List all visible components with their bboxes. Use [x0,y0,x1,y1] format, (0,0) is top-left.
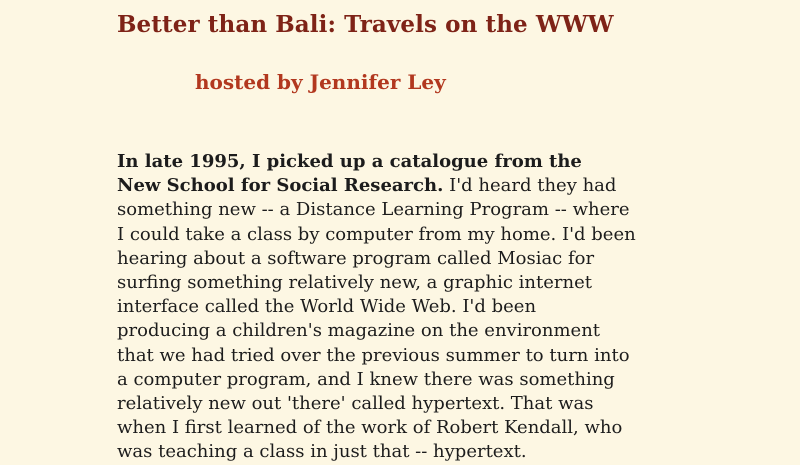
article-line-rest: I'd heard they had [443,175,617,197]
article-line: I could take a class by computer from my home. I'd been [117,223,636,245]
article-lead-line: New School for Social Research. [117,175,444,197]
article-line: a computer program, and I knew there was something [117,368,615,390]
article-line: something new -- a Distance Learning Program -- where [117,199,630,221]
article-line: was teaching a class in just that -- hypertext. [117,441,527,463]
page-subtitle: hosted by Jennifer Ley [195,70,446,94]
article-line: when I first learned of the work of Robert Kendall, who [117,417,623,439]
article-paragraph [117,150,697,465]
article-line: relatively new out 'there' called hypertext. That was [117,393,594,415]
article-line: hearing about a software program called Mosiac for [117,247,595,269]
article-line: that we had tried over the previous summer to turn into [117,344,630,366]
article-line: producing a children's magazine on the environment [117,320,601,342]
page-title: Better than Bali: Travels on the WWW [117,11,614,38]
article-lead-line: In late 1995, I picked up a catalogue from the [117,151,582,172]
article-line: interface called the World Wide Web. I'd been [117,296,537,318]
article-line [117,174,697,198]
article-line: surfing something relatively new, a graphic internet [117,272,592,294]
